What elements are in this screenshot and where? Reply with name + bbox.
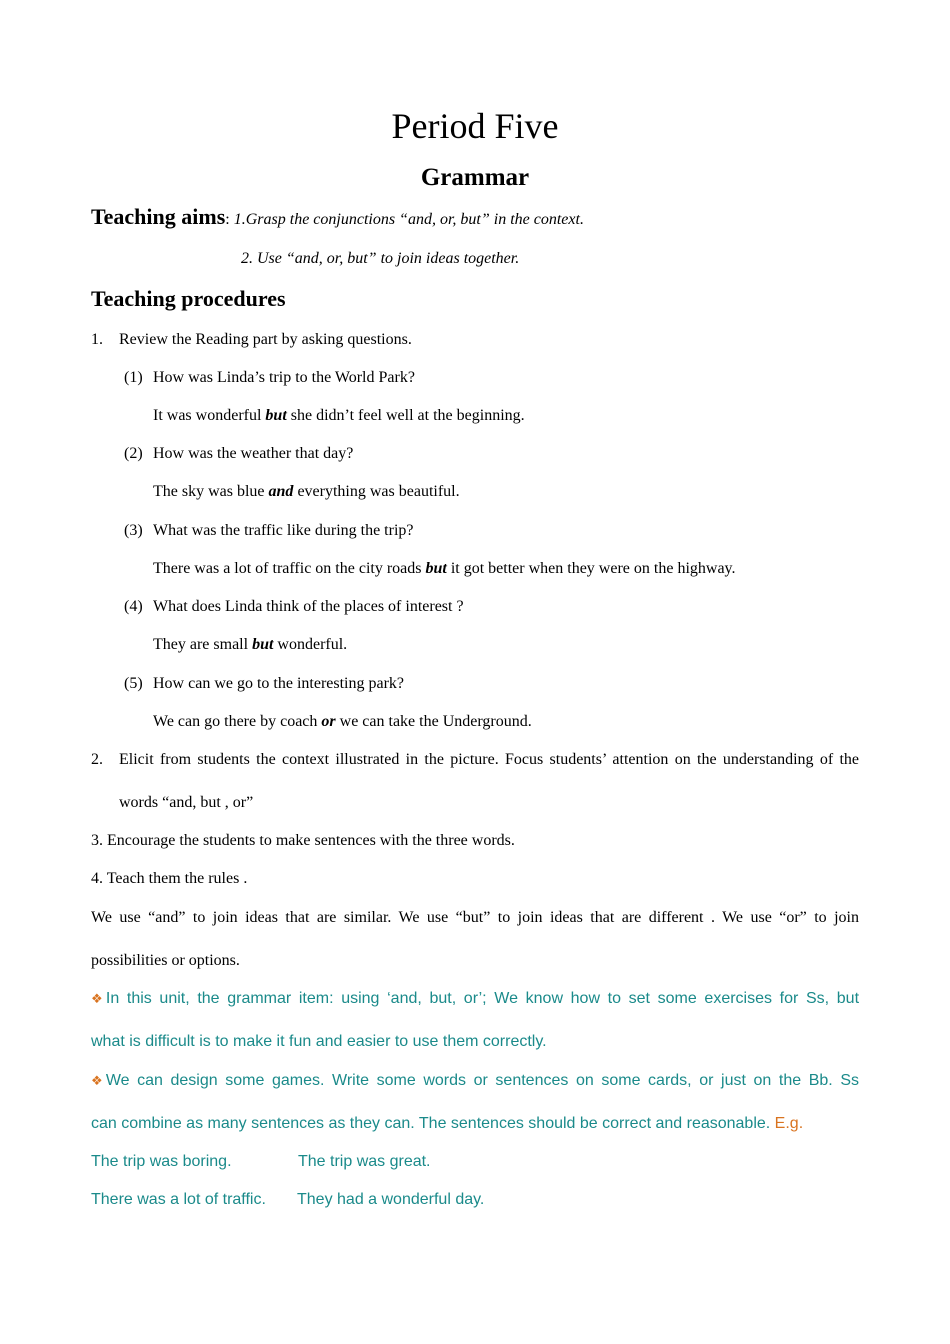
step-1-text: Review the Reading part by asking questions. [119,331,412,348]
teaching-aim-1: 1.Grasp the conjunctions “and, or, but” in the context. [233,211,584,228]
answer-part: it got better when they were on the highway. [446,560,736,577]
answer-text [153,711,532,733]
page-subtitle: Grammar [420,164,530,191]
teaching-aims-colon: : [225,211,230,228]
conjunction-keyword: or [321,713,336,730]
step-1-number: 1. [91,331,103,348]
example-sentence: There was a lot of traffic. [91,1191,266,1208]
question-text: How was Linda’s trip to the World Park? [153,369,415,386]
question-text: What does Linda think of the places of interest ? [153,598,464,615]
question-text: What was the traffic like during the trip? [153,522,414,539]
step-3-text: 3. Encourage the students to make sentences with the three words. [91,832,515,849]
step-2-number: 2. [91,751,103,768]
page-title: Period Five [391,106,559,146]
note-2-line-1-text: We can design some games. Write some words or sentences on some cards, or just on the Bb. Ss [105,1072,860,1089]
teaching-procedures-heading: Teaching procedures [91,286,286,311]
step-2-line-2: words “and, but , or” [119,794,254,811]
answer-text [153,405,525,427]
example-sentence: They had a wonderful day. [297,1191,485,1208]
note-2-line-2 [91,1113,803,1135]
answer-part: They are small [153,636,253,653]
answer-part: We can go there by coach [153,713,322,730]
step-2-line-1: Elicit from students the context illustrated in the picture. Focus students’ attention on the understanding of the [119,751,859,768]
note-2-line-2-text: can combine as many sentences as they can. The sentences should be correct and reasonable. [91,1115,775,1132]
question-number: (5) [124,675,143,692]
note-1-line-1-text: In this unit, the grammar item: using ‘and, but, or’; We know how to set some exercises for Ss, but [105,990,860,1007]
answer-text [153,634,347,656]
rules-line-1: We use “and” to join ideas that are similar. We use “but” to join ideas that are different . We use “or” to join [91,909,859,926]
conjunction-keyword: but [265,407,287,424]
answer-part: There was a lot of traffic on the city roads [153,560,426,577]
example-sentence: The trip was great. [298,1153,431,1170]
answer-part: wonderful. [273,636,348,653]
answer-part: we can take the Underground. [335,713,532,730]
conjunction-keyword: and [268,483,294,500]
answer-text [153,481,460,503]
answer-part: she didn’t feel well at the beginning. [286,407,525,424]
answer-part: The sky was blue [153,483,269,500]
note-1-line-2: what is difficult is to make it fun and easier to use them correctly. [91,1033,547,1050]
rules-line-2: possibilities or options. [91,952,240,969]
question-number: (4) [124,598,143,615]
answer-text [153,558,736,580]
question-text: How was the weather that day? [153,445,354,462]
note-1-line-1 [91,988,859,1010]
teaching-aims-heading: Teaching aims [91,204,226,229]
note-2-line-1 [91,1070,859,1092]
teaching-aims-line-1 [91,203,584,231]
question-number: (1) [124,369,143,386]
step-4-text: 4. Teach them the rules . [91,870,248,887]
diamond-bullet-icon: ❖ [91,1073,106,1088]
question-number: (3) [124,522,143,539]
answer-part: It was wonderful [153,407,266,424]
teaching-aim-2: 2. Use “and, or, but” to join ideas together. [241,250,520,267]
question-number: (2) [124,445,143,462]
example-sentence: The trip was boring. [91,1153,232,1170]
eg-label: E.g. [774,1115,804,1132]
question-text: How can we go to the interesting park? [153,675,405,692]
diamond-bullet-icon: ❖ [91,991,106,1006]
conjunction-keyword: but [252,636,274,653]
conjunction-keyword: but [425,560,447,577]
answer-part: everything was beautiful. [293,483,460,500]
